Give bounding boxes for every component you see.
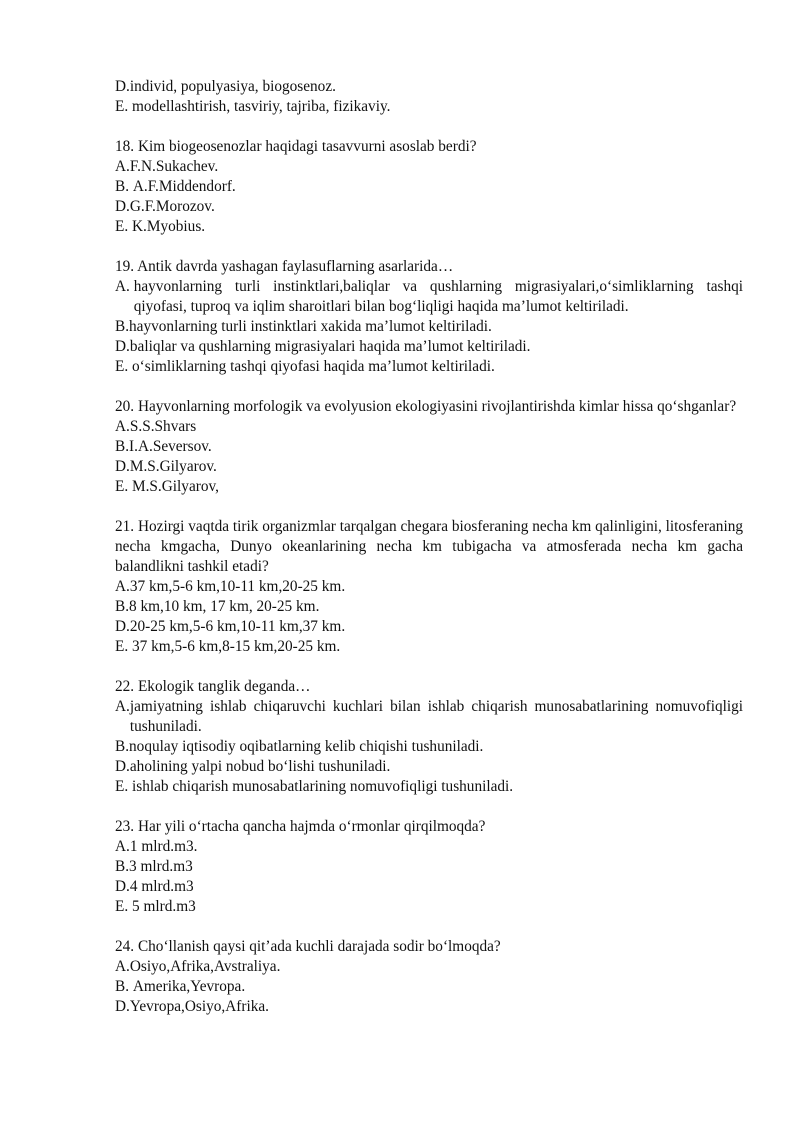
question-stem: 23. Har yili o‘rtacha qancha hajmda o‘rmonlar qirqilmoqda? [115,818,486,835]
option-e: E. ishlab chiqarish munosabatlarining nomuvofiqligi tushuniladi. [115,778,514,795]
option-b: B. 3 mlrd.m3 [115,858,193,875]
option-d: D. aholining yalpi nobud bo‘lishi tushuniladi. [115,758,391,775]
question-21 [115,517,743,657]
option-d: D. G.F.Morozov. [115,198,215,215]
question-stem: 24. Cho‘llanish qaysi qit’ada kuchli darajada sodir bo‘lmoqda? [115,938,501,955]
question-stem: 20. Hayvonlarning morfologik va evolyusion ekologiyasini rivojlantirishda kimlar hissa qo‘shganlar? [115,398,737,415]
question-24 [115,937,743,1017]
option-e: E. modellashtirish, tasviriy, tajriba, fizikaviy. [115,98,391,115]
option-a: A. 37 km,5-6 km,10-11 km,20-25 km. [115,578,346,595]
question-22 [115,677,743,797]
option-a: A. F.N.Sukachev. [115,158,219,175]
option-d: D. baliqlar va qushlarning migrasiyalari haqida ma’lumot keltiriladi. [115,338,531,355]
option-d: D. 20-25 km,5-6 km,10-11 km,37 km. [115,618,346,635]
option-a: A. 1 mlrd.m3. [115,838,198,855]
option-b: B. Amerika,Yevropa. [115,978,246,995]
option-d: D. individ, populyasiya, biogosenoz. [115,78,336,95]
option-e: E. K.Myobius. [115,218,206,235]
option-e: E. M.S.Gilyarov, [115,478,219,495]
question-stem: 21. Hozirgi vaqtda tirik organizmlar tarqalgan chegara biosferaning necha km qalinligini, litosferaning necha kmgacha, Dunyo okeanlarining necha km tubigacha va atmosferada necha km gacha balandlikni tashkil etadi? [115,518,743,575]
option-d: D. M.S.Gilyarov. [115,458,217,475]
option-a: A. hayvonlarning turli instinktlari,baliqlar va qushlarning migrasiyalari,o‘simliklarning tashqi qiyofasi, tuproq va iqlim sharoitlari bilan bog‘liqligi haqida ma’lumot keltiriladi. [115,278,743,315]
document-page [115,77,743,1037]
option-e: E. 5 mlrd.m3 [115,898,196,915]
option-d: D. 4 mlrd.m3 [115,878,194,895]
option-b: B. hayvonlarning turli instinktlari xakida ma’lumot keltiriladi. [115,318,492,335]
question-19 [115,257,743,377]
option-e: E. 37 km,5-6 km,8-15 km,20-25 km. [115,638,341,655]
option-b: B. I.A.Seversov. [115,438,212,455]
question-stem: 19. Antik davrda yashagan faylasuflarning asarlarida… [115,258,454,275]
option-e: E. o‘simliklarning tashqi qiyofasi haqida ma’lumot keltiriladi. [115,358,495,375]
question-17-continued [115,77,743,117]
question-stem: 18. Kim biogeosenozlar haqidagi tasavvurni asoslab berdi? [115,138,477,155]
question-23 [115,817,743,917]
option-a: A. S.S.Shvars [115,418,197,435]
option-a: A. jamiyatning ishlab chiqaruvchi kuchlari bilan ishlab chiqarish munosabatlarining nomuvofiqligi tushuniladi. [115,698,743,735]
option-b: B. A.F.Middendorf. [115,178,236,195]
option-a: A. Osiyo,Afrika,Avstraliya. [115,958,281,975]
option-b: B. noqulay iqtisodiy oqibatlarning kelib chiqishi tushuniladi. [115,738,484,755]
question-18 [115,137,743,237]
question-stem: 22. Ekologik tanglik deganda… [115,678,311,695]
question-20 [115,397,743,497]
option-b: B. 8 km,10 km, 17 km, 20-25 km. [115,598,320,615]
option-d: D. Yevropa,Osiyo,Afrika. [115,998,269,1015]
